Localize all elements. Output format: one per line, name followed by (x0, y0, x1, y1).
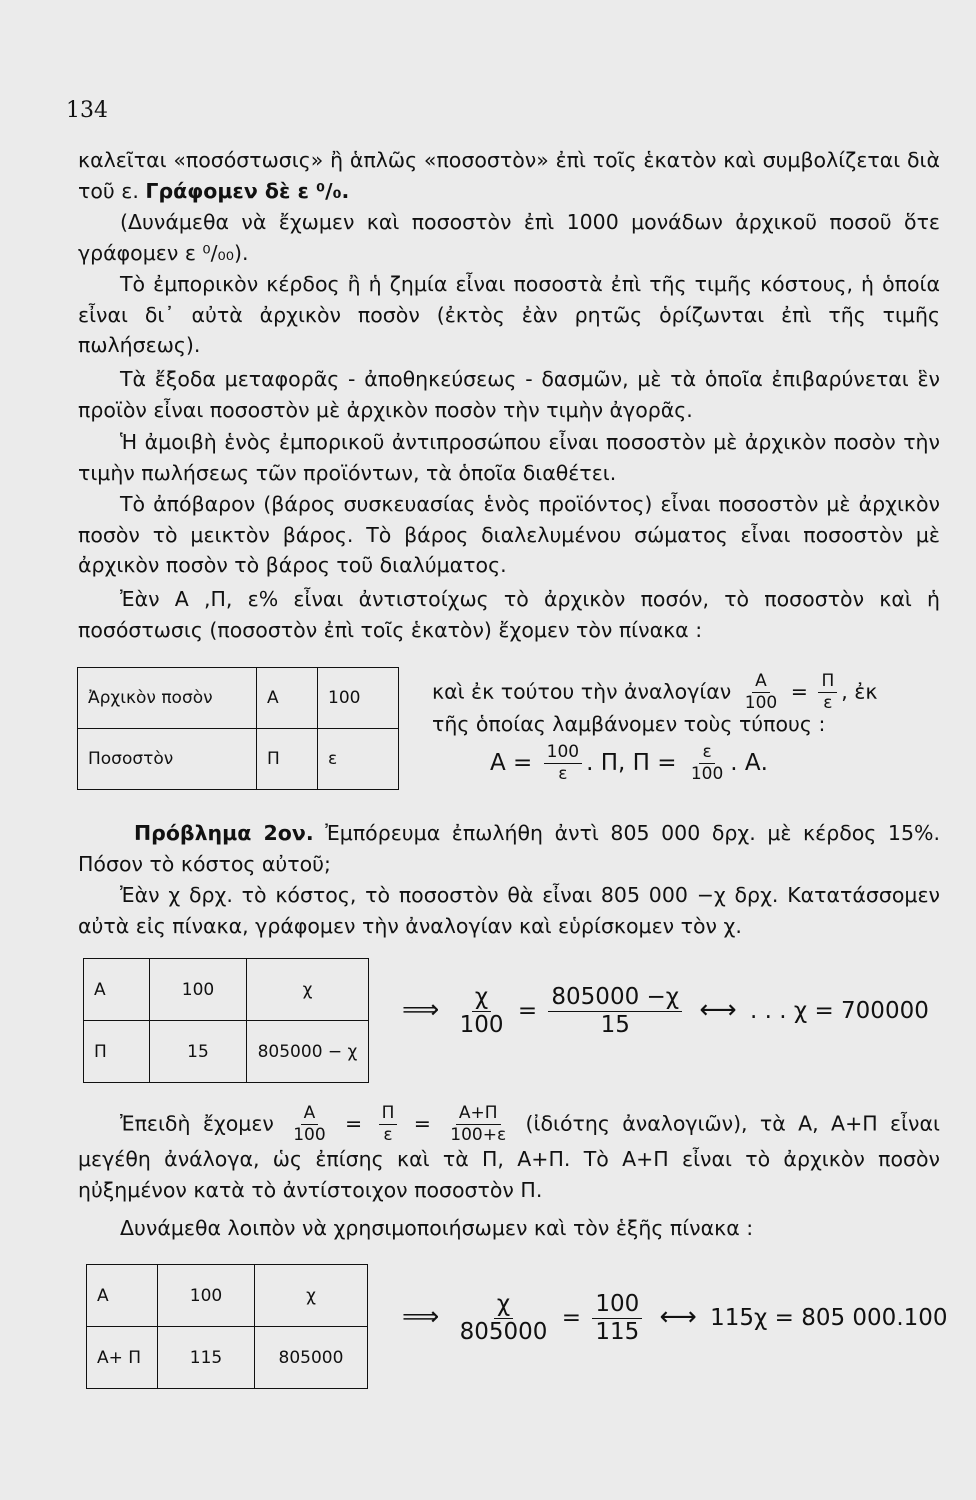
page-number: 134 (66, 98, 108, 123)
table-row (78, 729, 399, 790)
fraction-100-over-e: $\frac{100}{\varepsilon}$ (544, 744, 582, 783)
table-row (87, 1327, 368, 1389)
paragraph-10 (78, 1213, 940, 1244)
table-cell: χ (255, 1265, 368, 1327)
paragraph-7 (78, 584, 940, 645)
para8-text: Ἐὰν χ δρχ. τὸ κόστος, τὸ ποσοστὸν θὰ εἶναι 805 000 −χ δρχ. Κατατάσσομεν αὐτὰ εἰς πίνακα, γράφομεν τὴν ἀναλογίαν καὶ εὑρίσκομεν τὸν χ. (78, 883, 940, 938)
proportion-line-2: τῆς ὁποίας λαμβάνομεν τοὺς τύπους : (432, 712, 826, 736)
fraction-a-over-100: $\frac{A}{100}$ (744, 671, 778, 713)
table-ratio-definition (77, 667, 399, 790)
table-row (84, 959, 369, 1021)
equation-problem-2: ⟹ $\frac{\chi}{100}$ = $\frac{805000 -\chi}{15}$ ⟷ . . . χ = 700000 (402, 984, 929, 1038)
table-cell: 100 (158, 1265, 255, 1327)
fraction-x-over-805000: $\frac{\chi}{805000}$ (459, 1291, 548, 1345)
implies-arrow-icon: ⟹ (402, 995, 440, 1025)
para5-text: Ἡ ἀμοιβὴ ἑνὸς ἐμπορικοῦ ἀντιπροσώπου εἶναι ποσοστὸν μὲ ἀρχικὸν ποσὸν τὴν τιμὴν πωλήσεως τῶν προϊόντων, τὰ ὁποῖα διαθέτει. (78, 430, 940, 485)
para10-text: Δυνάμεθα λοιπὸν νὰ χρησιμοποιήσωμεν καὶ τὸν ἑξῆς πίνακα : (120, 1216, 754, 1240)
table-cell: Ποσοστὸν (78, 729, 257, 790)
proportion-line: καὶ ἐκ τούτου τὴν ἀναλογίαν $\frac{A}{100}$ = $\frac{\Pi}{\varepsilon}$ , ἐκ (432, 671, 878, 713)
fraction-805000-minus-x-over-15: $\frac{805000 -\chi}{15}$ (548, 986, 682, 1037)
para3-text: Τὸ ἐμπορικὸν κέρδος ἢ ἡ ζημία εἶναι ποσοστὰ ἐπὶ τῆς τιμῆς κόστους, ἡ ὁποία εἶναι δι᾽ αὐτὰ ἀρχικὸν ποσὸν (ἐκτὸς ἐὰν ρητῶς ὁρίζωνται ἐπὶ τῆς τιμῆς πωλήσεως). (78, 272, 940, 357)
table-cell: ε (318, 729, 399, 790)
table-cell: Π (257, 729, 318, 790)
table-cell: 115 (158, 1327, 255, 1389)
fraction-a-over-100-b: $\frac{A}{100}$ (293, 1103, 326, 1145)
fraction-100-over-115: $\frac{100}{115}$ (592, 1293, 642, 1344)
table-cell: Α (257, 668, 318, 729)
result-problem-2: χ = 700000 (793, 998, 929, 1024)
para2-text: (Δυνάμεθα νὰ ἔχωμεν καὶ ποσοστὸν ἐπὶ 1000 μονάδων ἀρχικοῦ ποσοῦ ὅτε γράφομεν ε ⁰/₀₀). (78, 210, 940, 265)
equation-problem-2-alt: ⟹ $\frac{\chi}{805000}$ = $\frac{100}{115}$ ⟷ 115χ = 805 000.100 (402, 1291, 948, 1345)
equivalence-arrow-icon: ⟷ (659, 1302, 697, 1332)
table-row (87, 1265, 368, 1327)
para6-text: Τὸ ἀπόβαρον (βάρος συσκευασίας ἑνὸς προϊόντος) εἶναι ποσοστὸν μὲ ἀρχικὸν ποσὸν τὸ μεικτὸν βάρος. Τὸ βάρος διαλελυμένου σώματος εἶναι ποσοστὸν μὲ ἀρχικὸν ποσὸν τὸ βάρος τοῦ διαλύματος. (78, 492, 940, 577)
paragraph-8 (78, 880, 940, 941)
paragraph-5 (78, 427, 940, 488)
fraction-x-over-100: $\frac{\chi}{100}$ (459, 984, 504, 1038)
table-cell: Π (84, 1021, 150, 1083)
table-cell: Ἀρχικὸν ποσὸν (78, 668, 257, 729)
paragraph-9: Ἐπειδὴ ἔχομεν $\frac{A}{100}$ = $\frac{\Pi}{\varepsilon}$ = $\frac{A+\Pi}{100+\varepsilon}$ (ἰδιότης ἀναλογιῶν), τὰ Α, Α+Π εἶναι μεγέθη ἀνάλογα, ὡς ἐπίσης καὶ τὰ Π, Α+Π. Τὸ Α+Π εἶναι τὸ ἀρχικὸν ποσὸν ηὐξημένον κατὰ τὸ ἀντίστοιχον ποσοστὸν Π. (78, 1103, 940, 1202)
fraction-e-over-100: $\frac{\varepsilon}{100}$ (690, 742, 724, 784)
problem-text: Ἐμπόρευμα ἐπωλήθη ἀντὶ 805 000 δρχ. μὲ κέρδος 15%. Πόσον τὸ κόστος αὐτοῦ; (78, 821, 940, 876)
equivalence-arrow-icon: ⟷ (699, 995, 737, 1025)
table-problem-2-alt (86, 1264, 368, 1389)
table-cell: Α (87, 1265, 158, 1327)
table-cell: Α (84, 959, 150, 1021)
table-row (78, 668, 399, 729)
paragraph-3 (78, 269, 940, 361)
table-cell: 15 (150, 1021, 247, 1083)
table-cell: 100 (318, 668, 399, 729)
implies-arrow-icon: ⟹ (402, 1302, 440, 1332)
table-problem-2 (83, 958, 369, 1083)
para4-text: Τὰ ἔξοδα μεταφορᾶς - ἀποθηκεύσεως - δασμῶν, μὲ τὰ ὁποῖα ἐπιβαρύνεται ἓν προϊὸν εἶναι ποσοστὸν μὲ ἀρχικὸν ποσὸν τὴν τιμὴν ἀγορᾶς. (78, 367, 940, 422)
paragraph-2 (78, 207, 940, 268)
table-cell: Α+ Π (87, 1327, 158, 1389)
para1-text: καλεῖται «ποσόστωσις» ἢ ἁπλῶς «ποσοστὸν» ἐπὶ τοῖς ἑκατὸν καὶ συμβολίζεται διὰ τοῦ ε. (78, 148, 940, 203)
proportion-text: καὶ ἐκ τούτου τὴν ἀναλογίαν (432, 679, 732, 704)
para7-text: Ἐὰν Α ,Π, ε% εἶναι ἀντιστοίχως τὸ ἀρχικὸν ποσόν, τὸ ποσοστὸν καὶ ἡ ποσόστωσις (ποσοστὸν ἐπὶ τοῖς ἑκατὸν) ἔχομεν τὸν πίνακα : (78, 587, 940, 642)
table-cell: 805000 (255, 1327, 368, 1389)
table-cell: χ (247, 959, 369, 1021)
para1-bold: Γράφομεν δὲ ε ⁰/₀. (145, 178, 350, 203)
table-cell: 805000 − χ (247, 1021, 369, 1083)
table-cell: 100 (150, 959, 247, 1021)
formula-line: Α = $\frac{100}{\varepsilon}$ . Π, Π = $\frac{\varepsilon}{100}$ . Α. (490, 742, 768, 784)
fraction-p-over-e: $\frac{\Pi}{\varepsilon}$ (818, 673, 837, 712)
fraction-a-plus-p: $\frac{A+\Pi}{100+\varepsilon}$ (450, 1103, 507, 1145)
problem-title: Πρόβλημα 2ον. (134, 821, 314, 845)
fraction-p-over-e-b: $\frac{\Pi}{\varepsilon}$ (379, 1105, 398, 1144)
paragraph-4 (78, 364, 940, 425)
paragraph-6 (78, 489, 940, 581)
problem-2 (78, 818, 940, 879)
paragraph-1 (78, 145, 940, 206)
table-row (84, 1021, 369, 1083)
result-problem-2-alt: 115χ = 805 000.100 (710, 1305, 948, 1331)
